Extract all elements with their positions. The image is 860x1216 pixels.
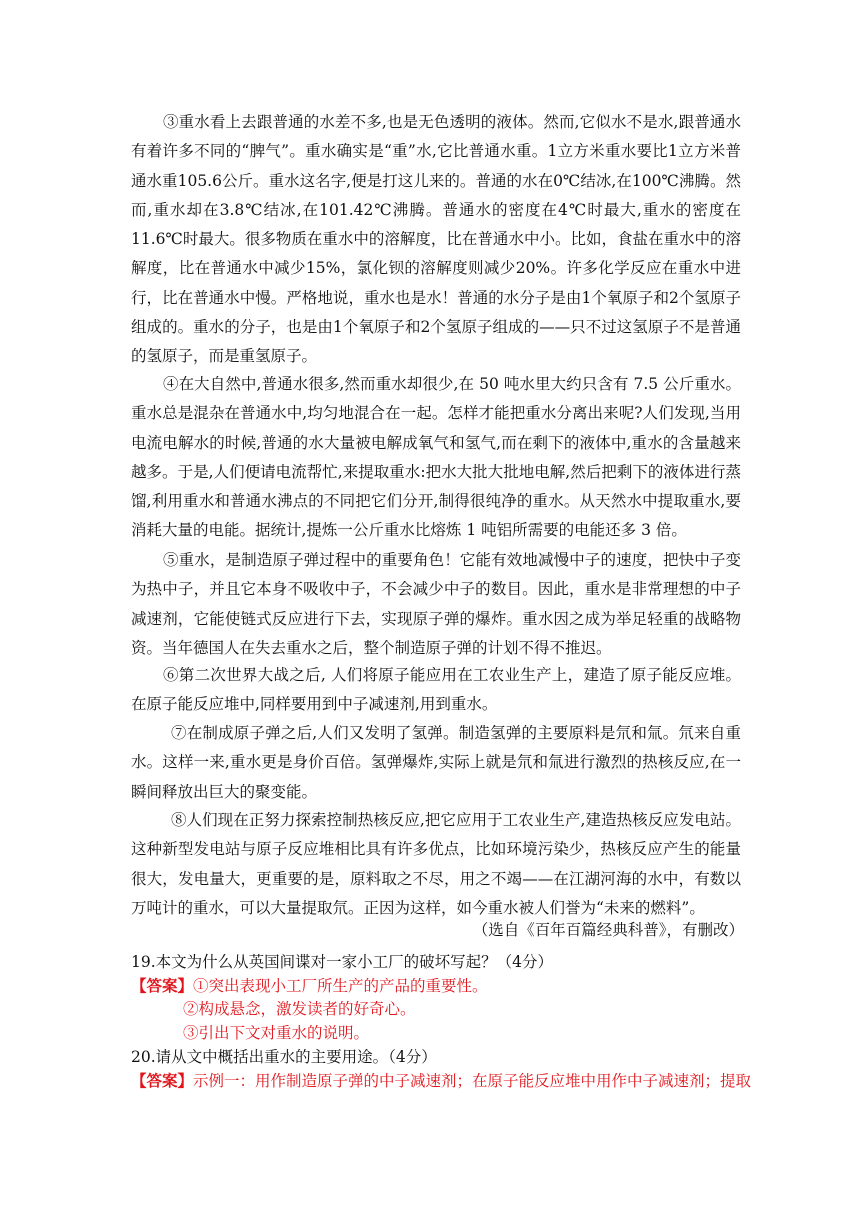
answer-19-line-1 [131,975,488,997]
answer-tag: 【答案】 [131,976,194,995]
paragraph-4: ④在大自然中,普通水很多,然而重水却很少,在 50 吨水里大约只含有 7.5 公斤重水。重水总是混杂在普通水中,均匀地混合在一起。怎样才能把重水分离出来呢?人们发现,当用电流电解水的时候,普通的水大量被电解成氧气和氢气,而在剩下的液体中,重水的含量越来越多。于是,人们便请电流帮忙,来提取重水:把水大批大批地电解,然后把剩下的液体进行蒸馏,利用重水和普通水沸点的不同把它们分开,制得很纯净的重水。从天然水中提取重水,要消耗大量的电能。据统计,提炼一公斤重水比熔炼 1 吨铝所需要的电能还多 3 倍。 [131,375,741,540]
paragraph-7: ⑦在制成原子弹之后,人们又发明了氢弹。制造氢弹的主要原料是氘和氚。氘来自重水。这样一来,重水更是身价百倍。氢弹爆炸,实际上就是氘和氚进行激烈的热核反应,在一瞬间释放出巨大的聚变能。 [131,724,741,801]
answer-19-line-2: ②构成悬念，激发读者的好奇心。 [183,1000,416,1018]
question-20: 20.请从文中概括出重水的主要用途。（4分） [131,1048,437,1066]
answer-20-line-1 [131,1070,751,1092]
source-note: （选自《百年百篇经典科普》，有删改） [472,921,744,939]
answer-19-line-3: ③引出下文对重水的说明。 [183,1024,370,1042]
paragraph-5: ⑤重水，是制造原子弹过程中的重要角色！它能有效地减慢中子的速度，把快中子变为热中子，并且它本身不吸收中子，不会减少中子的数目。因此，重水是非常理想的中子减速剂，它能使链式反应进行下去，实现原子弹的爆炸。重水因之成为举足轻重的战略物资。当年德国人在失去重水之后，整个制造原子弹的计划不得不推迟。 [131,551,741,657]
answer-20-text-1: 示例一：用作制造原子弹的中子减速剂；在原子能反应堆中用作中子减速剂；提取 [193,1072,752,1090]
paragraph-8: ⑧人们现在正努力探索控制热核反应,把它应用于工农业生产,建造热核反应发电站。这种新型发电站与原子反应堆相比具有许多优点，比如环境污染少，热核反应产生的能量很大，发电量大，更重要的是，原料取之不尽，用之不竭——在江湖河海的水中，有数以万吨计的重水，可以大量提取氘。正因为这样，如今重水被人们誉为“未来的燃料”。 [131,811,741,917]
answer-tag: 【答案】 [131,1071,194,1090]
paragraph-6: ⑥第二次世界大战之后, 人们将原子能应用在工农业生产上，建造了原子能反应堆。在原子能反应堆中,同样要用到中子减速剂,用到重水。 [131,666,741,714]
answer-19-text-1: ①突出表现小工厂所生产的产品的重要性。 [193,977,488,995]
paragraph-3: ③重水看上去跟普通的水差不多,也是无色透明的液体。然而,它似水不是水,跟普通水有着许多不同的“脾气”。重水确实是“重”水,它比普通水重。1立方米重水要比1立方米普通水重105.6公斤。重水这名字,便是打这儿来的。普通的水在0℃结冰,在100℃沸腾。然而,重水却在3.8℃结冰,在101.42℃沸腾。普通水的密度在4℃时最大,重水的密度在11.6℃时最大。很多物质在重水中的溶解度，比在普通水中小。比如，食盐在重水中的溶解度，比在普通水中减少15%，氯化钡的溶解度则减少20%。许多化学反应在重水中进行，比在普通水中慢。严格地说，重水也是水！普通的水分子是由1个氧原子和2个氢原子组成的。重水的分子，也是由1个氧原子和2个氢原子组成的——只不过这氢原子不是普通的氢原子，而是重氢原子。 [131,113,741,366]
question-19: 19.本文为什么从英国间谍对一家小工厂的破坏写起？（4分） [131,953,554,971]
